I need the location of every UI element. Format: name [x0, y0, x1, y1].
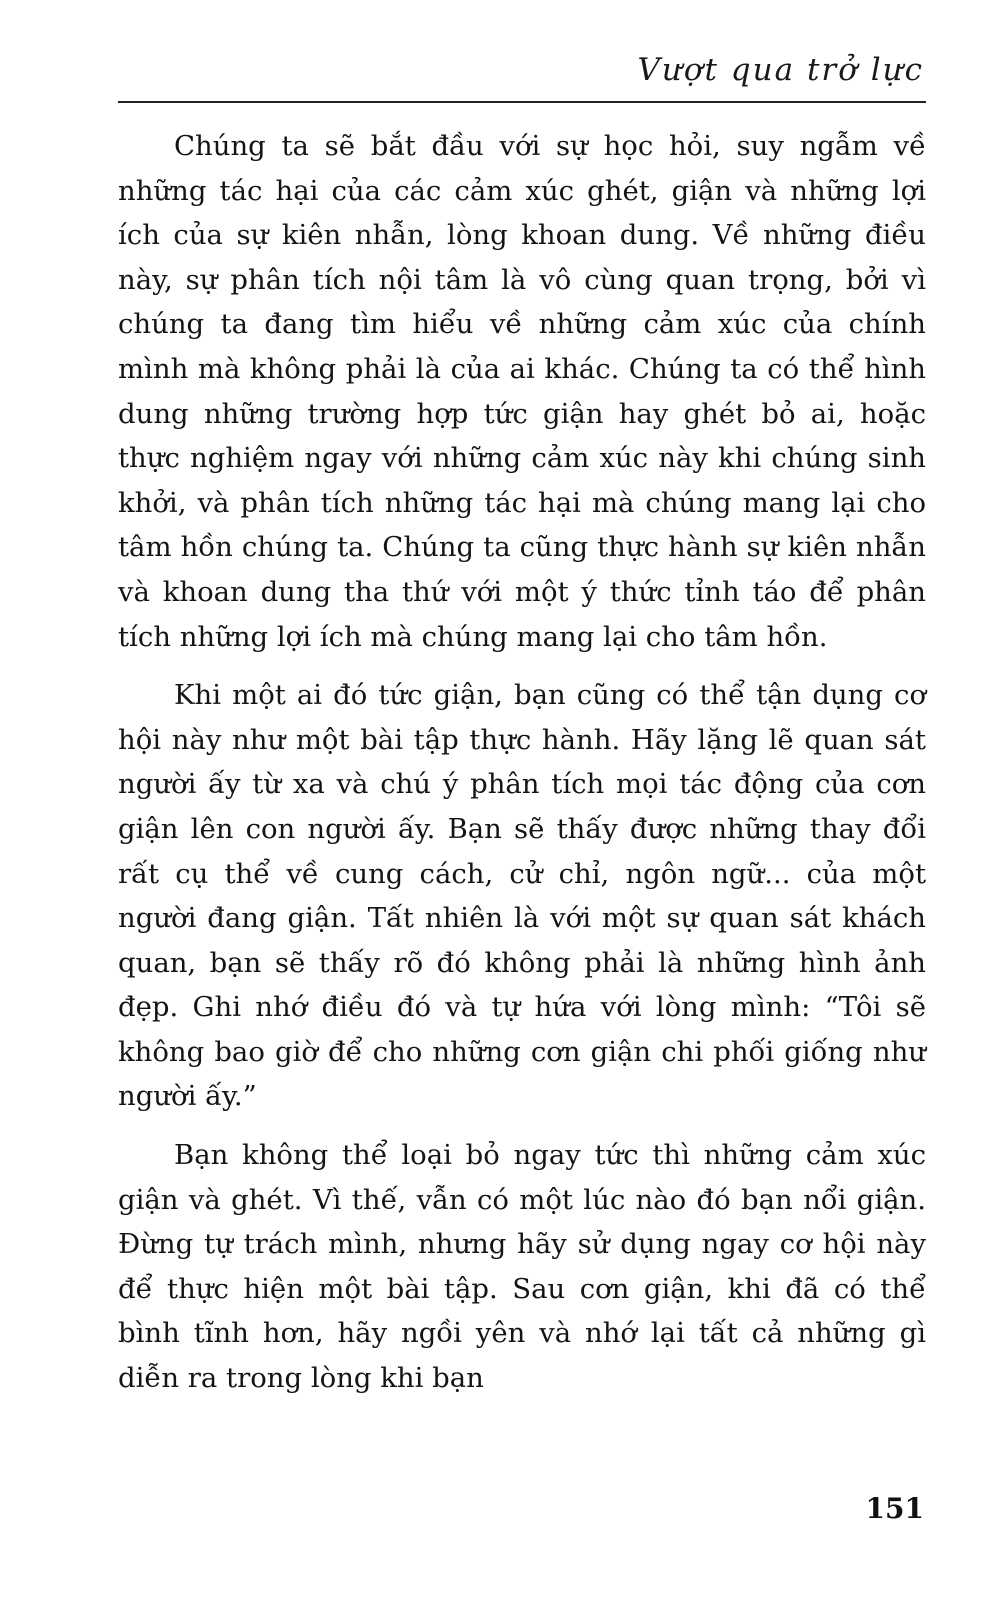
body-text: [118, 124, 926, 1415]
paragraph: Chúng ta sẽ bắt đầu với sự học hỏi, suy ngẫm về những tác hại của các cảm xúc ghét, giận và những lợi ích của sự kiên nhẫn, lòng khoan dung. Về những điều này, sự phân tích nội tâm là vô cùng quan trọng, bởi vì chúng ta đang tìm hiểu về những cảm xúc của chính mình mà không phải là của ai khác. Chúng ta có thể hình dung những trường hợp tức giận hay ghét bỏ ai, hoặc thực nghiệm ngay với những cảm xúc này khi chúng sinh khởi, và phân tích những tác hại mà chúng mang lại cho tâm hồn chúng ta. Chúng ta cũng thực hành sự kiên nhẫn và khoan dung tha thứ với một ý thức tỉnh táo để phân tích những lợi ích mà chúng mang lại cho tâm hồn.: [118, 130, 926, 653]
header-divider: [118, 101, 926, 103]
page-number: 151: [865, 1492, 924, 1525]
paragraph: Bạn không thể loại bỏ ngay tức thì những cảm xúc giận và ghét. Vì thế, vẫn có một lúc nào đó bạn nổi giận. Đừng tự trách mình, nhưng hãy sử dụng ngay cơ hội này để thực hiện một bài tập. Sau cơn giận, khi đã có thể bình tĩnh hơn, hãy ngồi yên và nhớ lại tất cả những gì diễn ra trong lòng khi bạn: [118, 1139, 926, 1395]
paragraph: Khi một ai đó tức giận, bạn cũng có thể tận dụng cơ hội này như một bài tập thực hành. Hãy lặng lẽ quan sát người ấy từ xa và chú ý phân tích mọi tác động của cơn giận lên con người ấy. Bạn sẽ thấy được những thay đổi rất cụ thể về cung cách, cử chỉ, ngôn ngữ... của một người đang giận. Tất nhiên là với một sự quan sát khách quan, bạn sẽ thấy rõ đó không phải là những hình ảnh đẹp. Ghi nhớ điều đó và tự hứa với lòng mình: “Tôi sẽ không bao giờ để cho những cơn giận chi phối giống như người ấy.”: [118, 679, 926, 1113]
running-header-title: Vượt qua trở lực: [637, 52, 924, 88]
